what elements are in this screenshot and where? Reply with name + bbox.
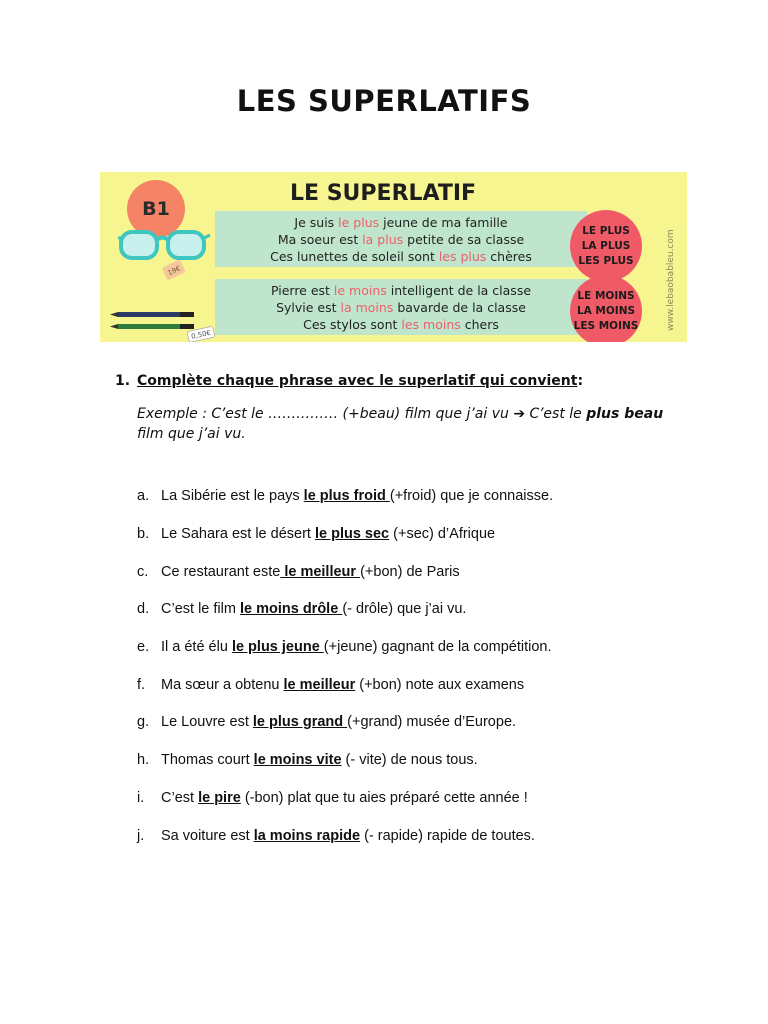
moins-example-line: Ces stylos sont les moins chers (303, 317, 499, 332)
exercise-item: d. C’est le film le moins drôle (- drôle) que j’ai vu. (137, 601, 467, 617)
exercise-instruction: 1. Complète chaque phrase avec le superlatif qui convient: (115, 373, 584, 389)
superlative-banner (100, 172, 687, 342)
level-badge: B1 (127, 180, 185, 238)
plus-example-line: Je suis le plus jeune de ma famille (294, 215, 508, 230)
glasses-price-tag: 19€ (166, 264, 182, 278)
exercise-item: h. Thomas court le moins vite (- vite) de nous tous. (137, 752, 478, 768)
exercise-item: e. Il a été élu le plus jeune (+jeune) gagnant de la compétition. (137, 639, 552, 655)
website-credit: www.lebaobableu.com (666, 229, 676, 331)
moins-example-line: Sylvie est la moins bavarde de la classe (276, 300, 526, 315)
exercise-item: j. Sa voiture est la moins rapide (- rapide) rapide de toutes. (137, 828, 535, 844)
plus-example-line: Ma soeur est la plus petite de sa classe (277, 232, 525, 247)
page-title: LES SUPERLATIFS (236, 84, 532, 118)
exercise-item: a. La Sibérie est le pays le plus froid (+froid) que je connaisse. (137, 488, 554, 504)
arrow-icon: ➔ (513, 406, 526, 422)
exercise-item: b. Le Sahara est le désert le plus sec (+sec) d’Afrique (137, 526, 496, 542)
exercise-example: Exemple : C’est le …………… (+beau) film que j’ai vu ➔ C’est le plus beau film que j’ai vu. (137, 406, 664, 442)
exercise-item: f. Ma sœur a obtenu le meilleur (+bon) note aux examens (137, 677, 525, 693)
plus-examples-box (215, 211, 587, 267)
moins-example-line: Pierre est le moins intelligent de la classe (270, 283, 532, 298)
exercise-item: c. Ce restaurant este le meilleur (+bon) de Paris (137, 564, 460, 580)
banner-title: LE SUPERLATIF (290, 181, 477, 206)
moins-forms-circle: LE MOINS LA MOINS LES MOINS (570, 275, 642, 342)
plus-forms-circle: LE PLUS LA PLUS LES PLUS (570, 210, 642, 282)
glasses-icon (118, 226, 213, 286)
moins-examples-box (215, 279, 587, 335)
exercise-item: g. Le Louvre est le plus grand (+grand) musée d’Europe. (137, 714, 517, 730)
exercise-item: i. C’est le pire (-bon) plat que tu aies préparé cette année ! (137, 790, 528, 806)
pens-price-tag: 0,50€ (190, 328, 212, 341)
plus-example-line: Ces lunettes de soleil sont les plus chères (270, 249, 532, 264)
pens-icon (110, 304, 220, 342)
